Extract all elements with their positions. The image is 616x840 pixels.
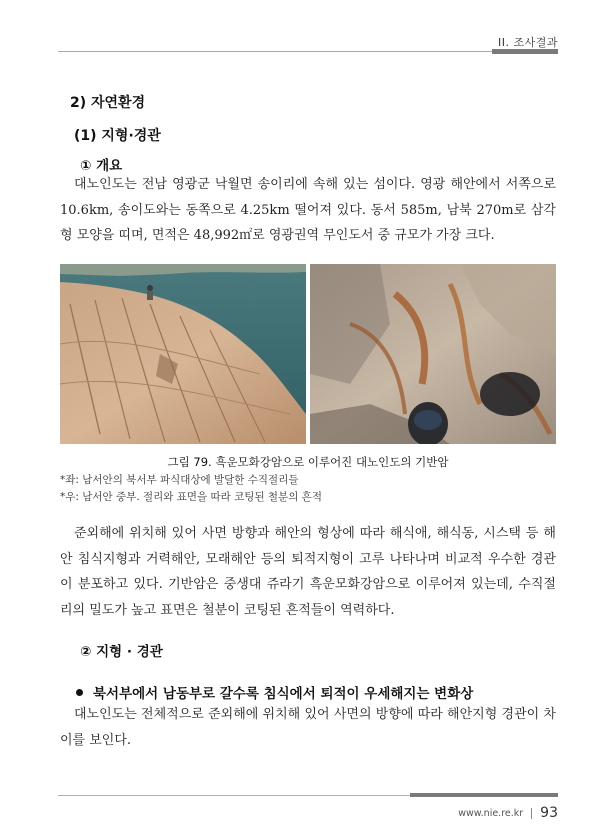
figure-note-left: *좌: 남서안의 북서부 파식대상에 발달한 수직절리들 — [60, 474, 299, 486]
header-rule — [58, 51, 558, 52]
footer-rule-accent — [410, 793, 558, 797]
geology-paragraph: 준외해에 위치해 있어 사면 방향과 해안의 형상에 따라 해식애, 해식동, 시스택 등 해안 침식지형과 거력해안, 모래해안 등의 퇴적지형이 고루 나타나며 비교적 우수한 경관이 분포하고 있다. 기반암은 중생대 쥬라기 흑운모화강암으로 이루어져 있는데, 수직절리의 밀도가 높고 표면은 철분이 코팅된 흔적들이 역력하다. — [60, 526, 556, 618]
bullet-heading-text: 북서부에서 남동부로 갈수록 침식에서 퇴적이 우세해지는 변화상 — [93, 686, 474, 702]
overview-paragraph: 대노인도는 전남 영광군 낙월면 송이리에 속해 있는 섬이다. 영광 해안에서 서쪽으로 10.6km, 송이도와는 동쪽으로 4.25km 떨어져 있다. 동서 585m, 남북 270m로 삼각형 모양을 띠며, 면적은 48,992㎡로 영광권역 무인도서 중 규모가 가장 크다. — [60, 177, 556, 243]
footer-separator — [531, 808, 532, 819]
figure-note-right: *우: 남서안 중부. 절리와 표면을 따라 코팅된 철분의 흔적 — [60, 491, 322, 503]
photo-left — [60, 264, 306, 444]
landscape-paragraph: 대노인도는 전체적으로 준외해에 위치해 있어 사면의 방향에 따라 해안지형 경관이 차이를 보인다. — [60, 707, 556, 748]
footer-url: www.nie.re.kr — [458, 807, 524, 819]
page-number: 93 — [540, 805, 558, 821]
chapter-label: II. 조사결과 — [498, 36, 558, 49]
subsection-heading: (1) 지형·경관 — [74, 128, 161, 144]
topic-heading-landscape: ② 지형 · 경관 — [80, 644, 163, 660]
header-rule-accent — [492, 49, 558, 54]
topic-heading-overview: ① 개요 — [80, 158, 123, 174]
bullet-heading — [76, 682, 473, 702]
photo-right — [310, 264, 556, 444]
section-heading: 2) 자연환경 — [70, 95, 146, 111]
figure-caption: 그림 79. 흑운모화강암으로 이루어진 대노인도의 기반암 — [167, 455, 449, 469]
footer — [458, 805, 558, 821]
bullet-dot-icon — [76, 689, 83, 696]
